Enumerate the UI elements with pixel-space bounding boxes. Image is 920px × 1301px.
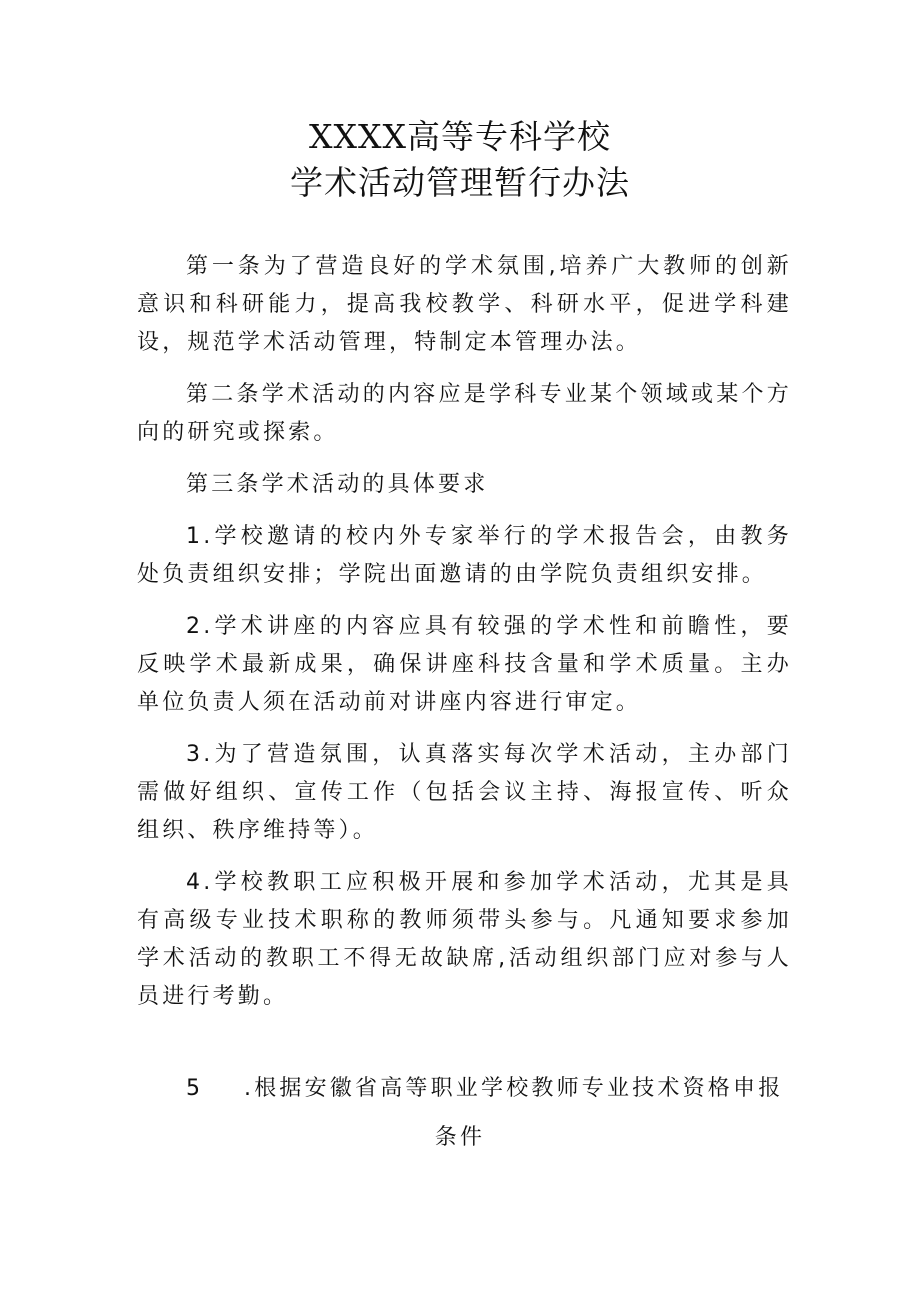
item-5-text: .根据安徽省高等职业学校教师专业技术资格申报 [244, 1076, 784, 1101]
article-3-heading: 第三条学术活动的具体要求 [186, 472, 489, 497]
requirement-item-2: 2.学术讲座的内容应具有较强的学术性和前瞻性，要反映学术最新成果，确保讲座科技含量和学术质量。主办单位负责人须在活动前对讲座内容进行审定。 [137, 614, 792, 715]
title-line-school: XXXX高等专科学校 [309, 117, 611, 156]
article-1-paragraph: 第一条为了营造良好的学术氛围,培养广大教师的创新意识和科研能力，提高我校教学、科研水平，促进学科建设，规范学术活动管理，特制定本管理办法。 [137, 254, 792, 355]
item-5-continuation: 条件 [434, 1125, 486, 1150]
article-2-paragraph: 第二条学术活动的内容应是学科专业某个领域或某个方向的研究或探索。 [137, 382, 792, 445]
item-5-number: 5 [186, 1076, 204, 1101]
document-title [0, 114, 920, 206]
requirement-item-1: 1.学校邀请的校内外专家举行的学术报告会，由教务处负责组织安排；学院出面邀请的由学院负责组织安排。 [137, 524, 792, 587]
title-line-regulation: 学术活动管理暂行办法 [290, 163, 630, 202]
requirement-item-4: 4.学校教职工应积极开展和参加学术活动，尤其是具有高级专业技术职称的教师须带头参与。凡通知要求参加学术活动的教职工不得无故缺席,活动组织部门应对参与人员进行考勤。 [137, 870, 792, 1009]
requirement-item-3: 3.为了营造氛围，认真落实每次学术活动，主办部门需做好组织、宣传工作（包括会议主持、海报宣传、听众组织、秩序维持等）。 [137, 742, 792, 843]
document-body [137, 248, 792, 1030]
